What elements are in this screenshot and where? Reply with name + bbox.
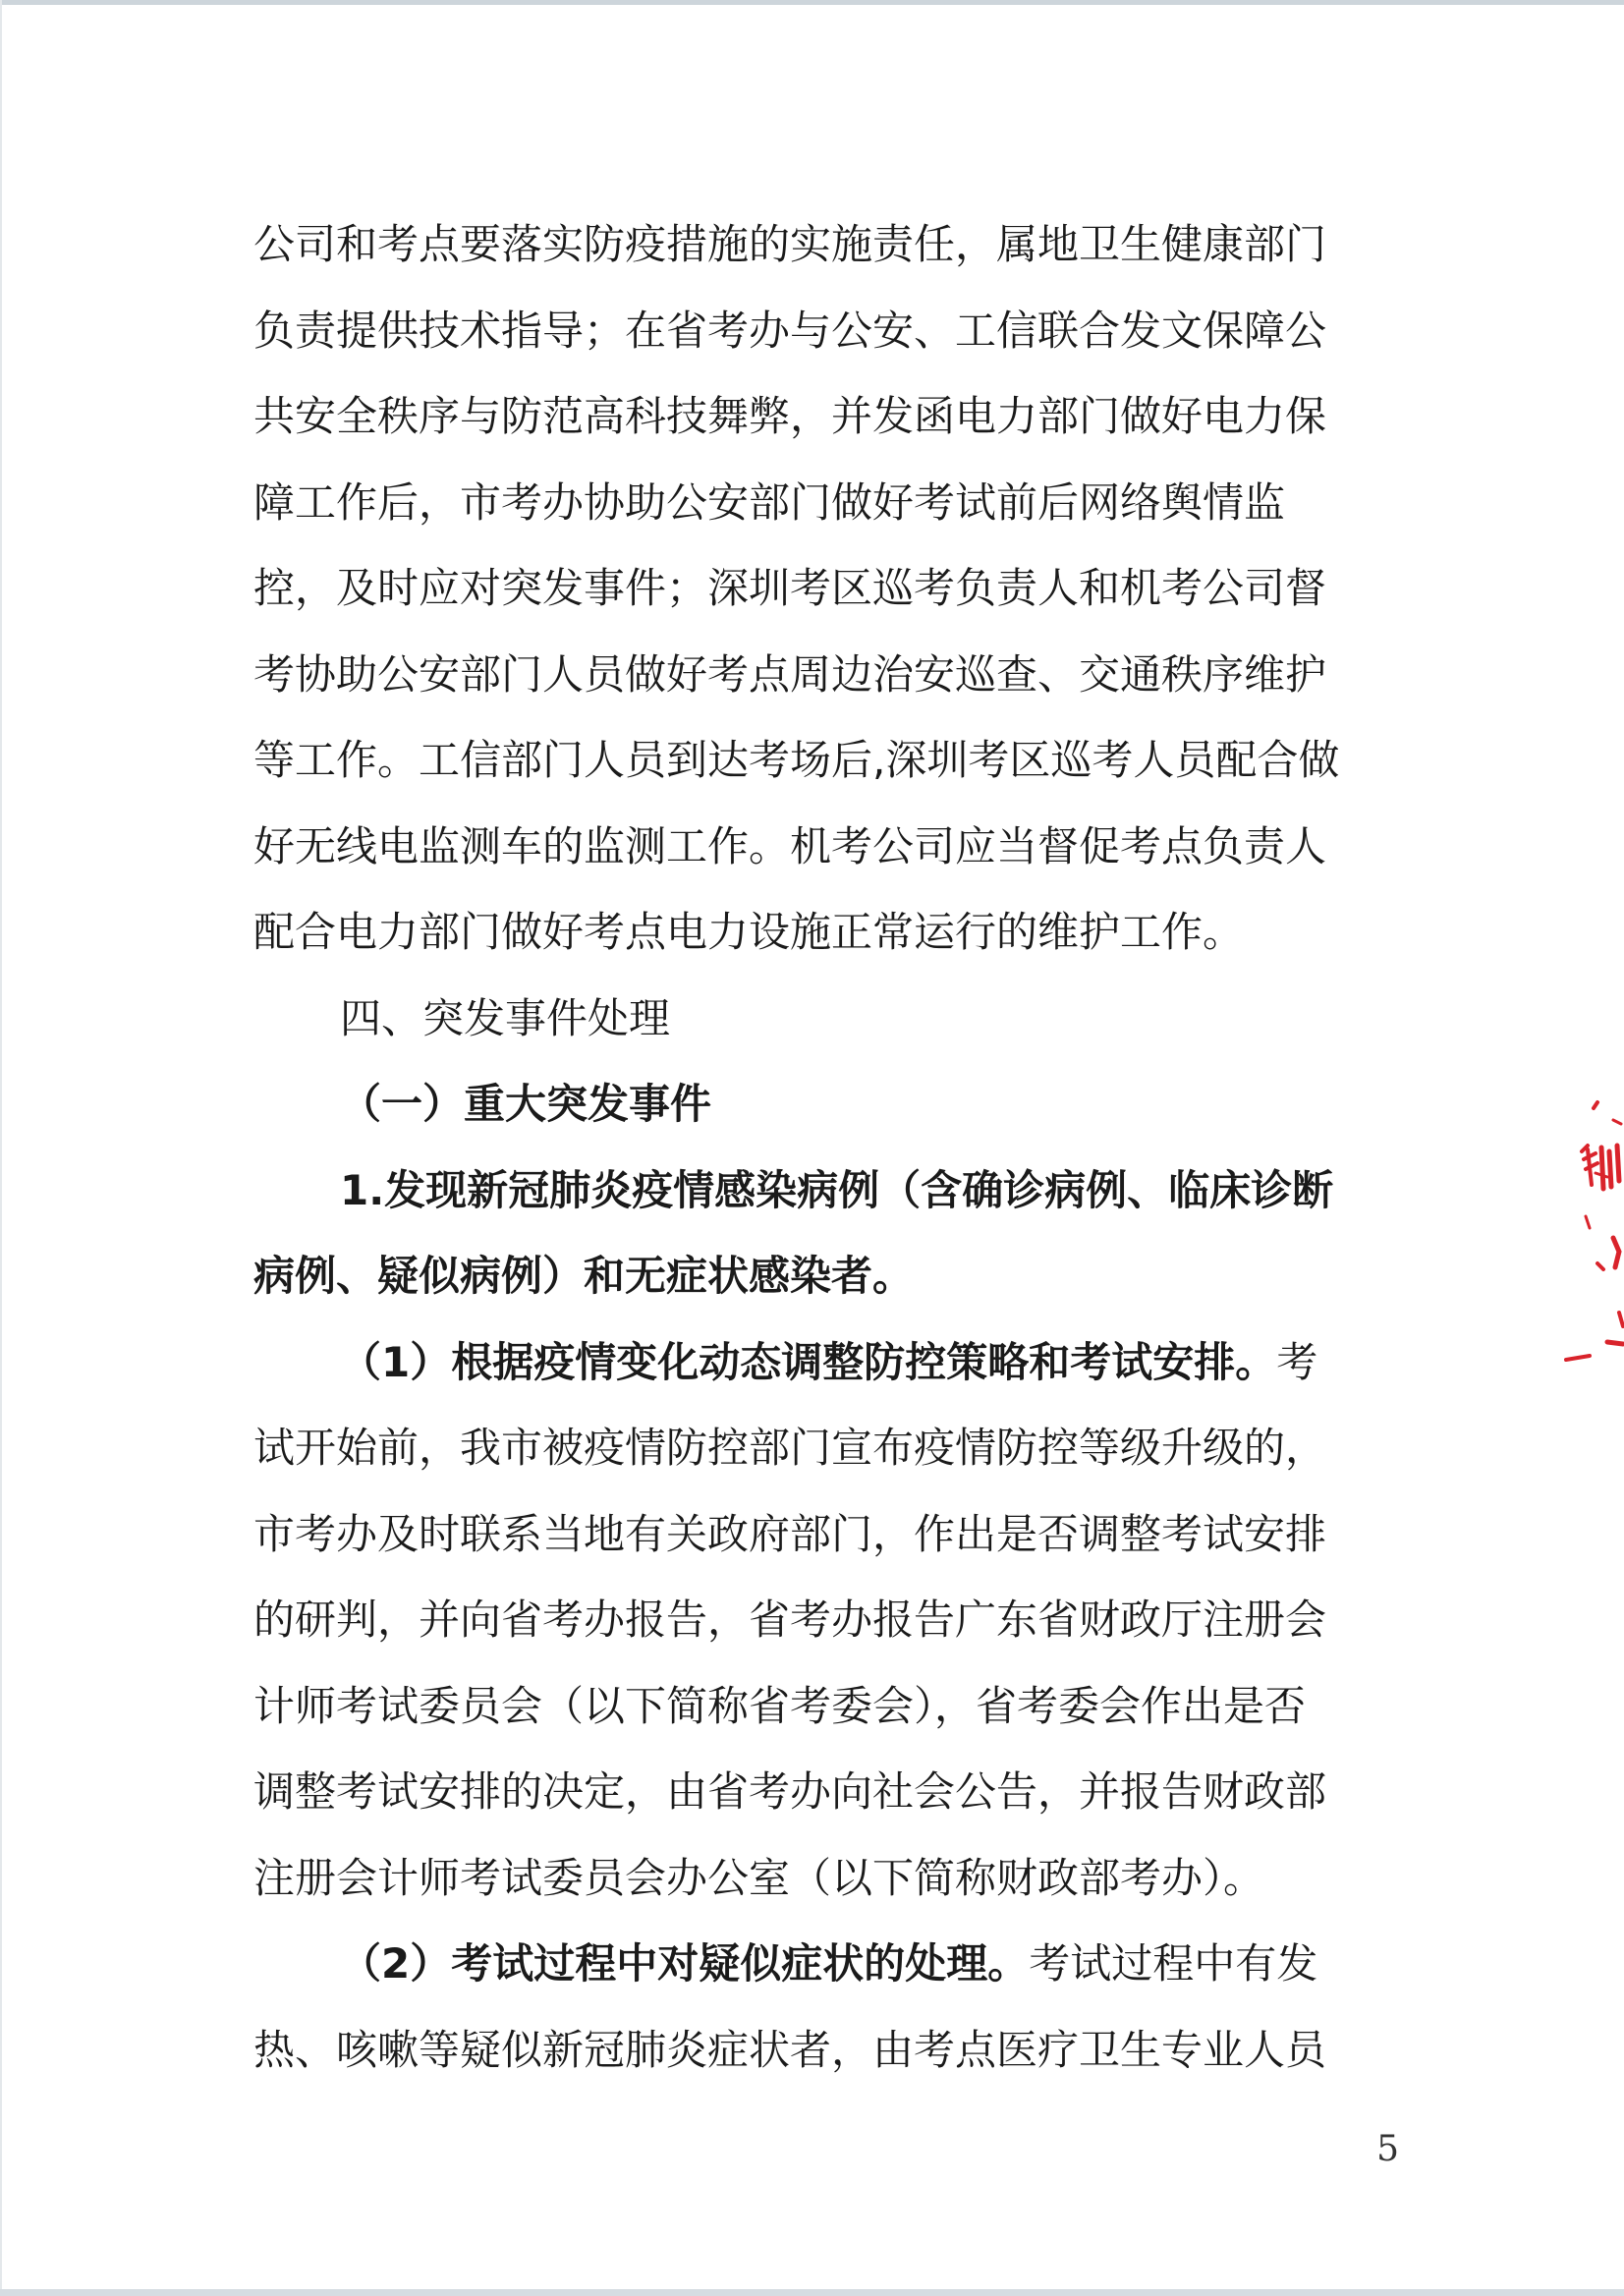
text-segment: 调整考试安排的决定，由省考办向社会公告，并报告财政部 <box>253 1767 1327 1816</box>
text-segment: 共安全秩序与防范高科技舞弊，并发函电力部门做好电力保 <box>253 392 1327 440</box>
text-segment: 市考办及时联系当地有关政府部门，作出是否调整考试安排 <box>253 1509 1327 1558</box>
text-line <box>253 1672 1389 1759</box>
text-line <box>253 1586 1389 1672</box>
bold-text-segment: （一）重大突发事件 <box>340 1080 712 1128</box>
text-segment: 的研判，并向省考办报告，省考办报告广东省财政厅注册会 <box>253 1596 1327 1644</box>
bold-text-segment: 1.发现新冠肺炎疫情感染病例（含确诊病例、临床诊断 <box>340 1165 1334 1214</box>
text-segment: 负责提供技术指导；在省考办与公安、工信联合发文保障公 <box>253 306 1327 355</box>
text-line <box>253 898 1389 984</box>
text-segment: 考协助公安部门人员做好考点周边治安巡查、交通秩序维护 <box>253 649 1327 699</box>
text-segment: 考 <box>1276 1337 1318 1386</box>
text-line <box>253 1844 1389 1931</box>
text-segment: 四、突发事件处理 <box>340 993 671 1042</box>
text-line <box>253 469 1389 555</box>
text-line <box>253 641 1389 727</box>
page-edge-top <box>0 0 1624 5</box>
text-segment: 考试过程中有发 <box>1029 1939 1318 1988</box>
text-segment: 控，及时应对突发事件；深圳考区巡考负责人和机考公司督 <box>253 564 1327 612</box>
text-line <box>253 1758 1389 1844</box>
text-line <box>253 554 1389 641</box>
text-line <box>253 1156 1389 1243</box>
text-line <box>253 297 1389 383</box>
text-line <box>253 1414 1389 1500</box>
text-line <box>253 1500 1389 1587</box>
bold-text-segment: （1）根据疫情变化动态调整防控策略和考试安排。 <box>340 1337 1277 1386</box>
text-segment: 注册会计师考试委员会办公室（以下简称财政部考办）。 <box>253 1853 1265 1902</box>
page-number: 5 <box>1376 2129 1399 2169</box>
page-edge-left <box>0 0 2 2296</box>
bold-text-segment: 病例、疑似病例）和无症状感染者。 <box>253 1252 915 1300</box>
text-segment: 公司和考点要落实防疫措施的实施责任，属地卫生健康部门 <box>253 220 1327 268</box>
text-line <box>253 2016 1389 2102</box>
bold-text-segment: （2）考试过程中对疑似症状的处理。 <box>340 1939 1030 1988</box>
document-body <box>253 210 1389 2101</box>
text-line <box>253 726 1389 812</box>
text-segment: 等工作。工信部门人员到达考场后,深圳考区巡考人员配合做 <box>253 736 1340 784</box>
text-segment: 计师考试委员会（以下简称省考委会），省考委会作出是否 <box>253 1681 1307 1730</box>
text-segment: 障工作后，市考办协助公安部门做好考试前后网络舆情监 <box>253 477 1286 527</box>
text-segment: 配合电力部门做好考点电力设施正常运行的维护工作。 <box>253 908 1245 956</box>
text-segment: 好无线电监测车的监测工作。机考公司应当督促考点负责人 <box>253 821 1327 870</box>
red-seal-fragment-icon <box>1562 1091 1624 1425</box>
text-line <box>253 984 1389 1071</box>
text-line <box>253 210 1389 297</box>
text-line <box>253 1328 1389 1415</box>
text-line <box>253 382 1389 469</box>
text-line <box>253 1930 1389 2016</box>
page-edge-bottom <box>0 2289 1624 2296</box>
text-segment: 热、咳嗽等疑似新冠肺炎症状者，由考点医疗卫生专业人员 <box>253 2025 1327 2074</box>
text-line <box>253 812 1389 899</box>
text-segment: 试开始前，我市被疫情防控部门宣布疫情防控等级升级的， <box>253 1424 1327 1472</box>
text-line <box>253 1070 1389 1156</box>
text-line <box>253 1242 1389 1328</box>
